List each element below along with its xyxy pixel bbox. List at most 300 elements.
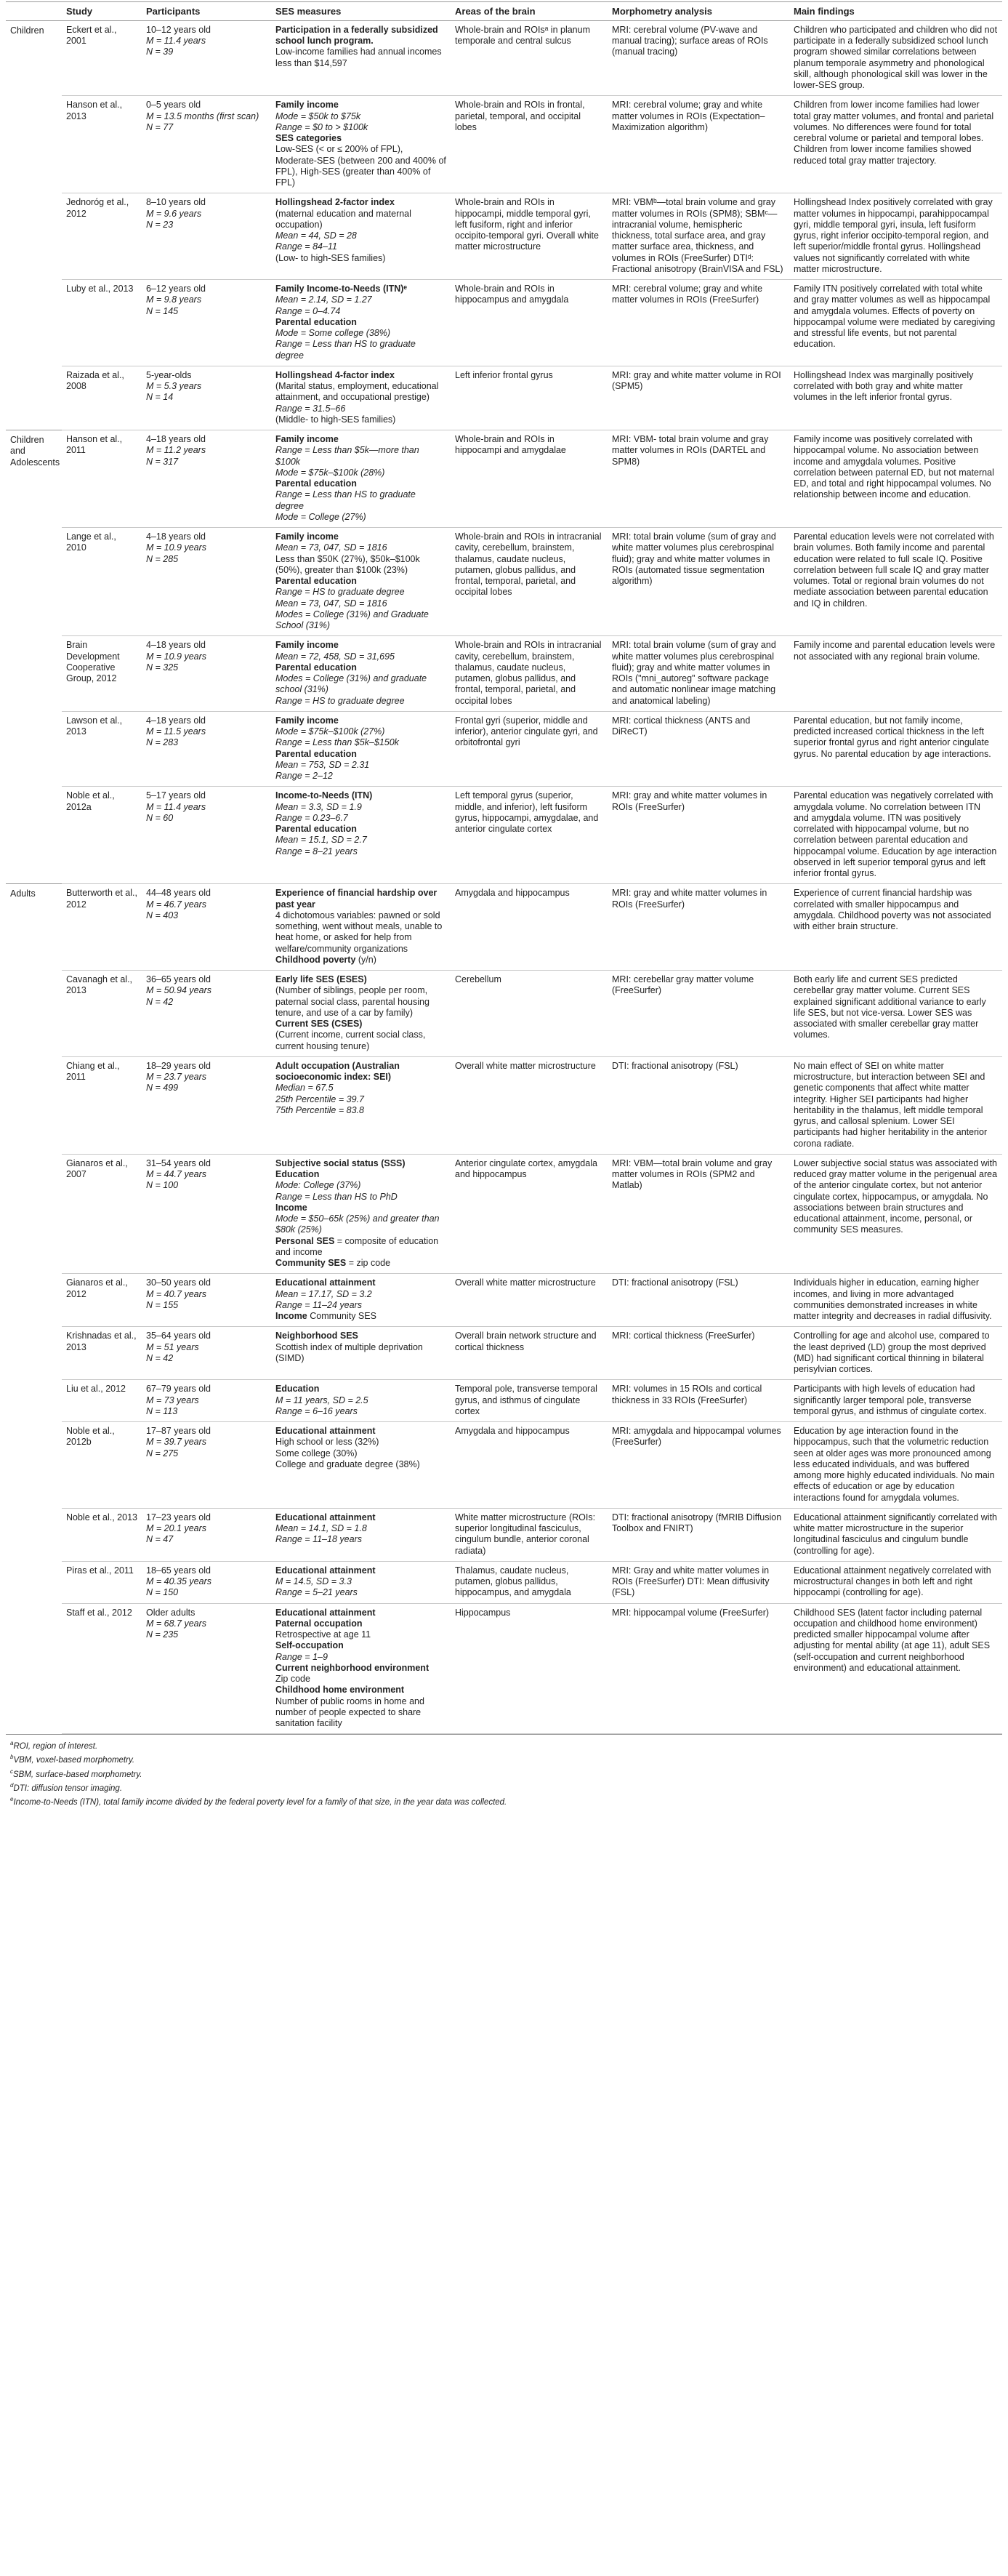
study-cell: Lange et al., 2010 — [62, 528, 142, 636]
morphometry-cell: MRI: cerebellar gray matter volume (FreeSurfer) — [608, 971, 789, 1057]
participants-line: 6–12 years old — [146, 284, 206, 294]
study-cell: Staff et al., 2012 — [62, 1603, 142, 1734]
participants-cell — [142, 971, 271, 1057]
participants-line: N = 77 — [146, 121, 174, 132]
areas-cell: Whole-brain and ROIs in frontal, parietal, temporal, and occipital lobes — [451, 96, 608, 193]
findings-cell: Participants with high levels of education had significantly larger temporal pole, transverse temporal gyrus, and isthmus of cingulate cortex. — [789, 1380, 1002, 1422]
ses-line: Range = 8–21 years — [275, 846, 358, 856]
table-row — [6, 636, 1002, 712]
table-body — [6, 20, 1002, 1734]
participants-line: M = 46.7 years — [146, 899, 207, 910]
participants-line: N = 113 — [146, 1405, 178, 1416]
areas-cell: White matter microstructure (ROIs: superior longitudinal fasciculus, cingulum bundle, anterior coronal radiata) — [451, 1508, 608, 1561]
morphometry-cell: MRI: VBM- total brain volume and gray matter volumes in ROIs (DARTEL and SPM8) — [608, 430, 789, 528]
ses-cell — [271, 1274, 451, 1327]
study-cell: Noble et al., 2012b — [62, 1422, 142, 1509]
ses-line: Range = 5–21 years — [275, 1587, 358, 1598]
ses-line: Mode = College (27%) — [275, 511, 366, 522]
ses-line: Hollingshead 4-factor index — [275, 369, 395, 380]
study-cell: Luby et al., 2013 — [62, 280, 142, 366]
ses-line — [275, 1311, 446, 1322]
table-row — [6, 193, 1002, 280]
participants-line: N = 23 — [146, 219, 174, 230]
ses-line: 25th Percentile = 39.7 — [275, 1094, 364, 1104]
ses-line: Zip code — [275, 1674, 310, 1685]
group-label: Adults — [10, 888, 36, 899]
table-row — [6, 1603, 1002, 1734]
table-row — [6, 711, 1002, 787]
participants-line: N = 39 — [146, 47, 174, 57]
ses-cell — [271, 280, 451, 366]
table-row — [6, 1274, 1002, 1327]
ses-line: Parental education — [275, 478, 357, 489]
ses-line: Retrospective at age 11 — [275, 1629, 371, 1640]
participants-line: N = 42 — [146, 996, 174, 1007]
ses-line: Paternal occupation — [275, 1618, 363, 1629]
ses-line: Modes = College (31%) and Graduate School (31%) — [275, 609, 429, 631]
table-row — [6, 1508, 1002, 1561]
participants-line: 18–65 years old — [146, 1565, 211, 1576]
footnote-text: Income-to-Needs (ITN), total family income divided by the federal poverty level for a family of that size, in the year data was collected. — [13, 1797, 507, 1807]
findings-cell: Family ITN positively correlated with total white and gray matter volumes as well as hippocampal and amygdala volumes. Effects of poverty on hippocampal volume were mediated by caregiving and stressful life events, but not parental education. — [789, 280, 1002, 366]
ses-line: Community SES — [275, 1258, 347, 1269]
header-main-findings: Main findings — [789, 2, 1002, 21]
participants-line: 0–5 years old — [146, 100, 201, 111]
participants-line: M = 73 years — [146, 1395, 199, 1405]
study-cell: Gianaros et al., 2012 — [62, 1274, 142, 1327]
findings-cell: Parental education was negatively correlated with amygdala volume. No correlation between ITN and amygdala volume. ITN was positively correlated with hippocampal volume, but no correlation between parental education and hippocampal volume. Education by age interaction observed in left superior temporal gyrus and left inferior frontal gyrus. — [789, 787, 1002, 884]
participants-cell — [142, 528, 271, 636]
morphometry-cell: MRI: cortical thickness (ANTS and DiReCT) — [608, 711, 789, 787]
participants-line: N = 235 — [146, 1629, 179, 1640]
ses-line: Participation in a federally subsidized school lunch program. — [275, 24, 438, 47]
study-cell: Krishnadas et al., 2013 — [62, 1327, 142, 1380]
morphometry-cell: MRI: total brain volume (sum of gray and white matter volumes plus cerebrospinal fluid); gray and white matter volumes in ROIs ("mni_autoreg" software package and automatic nonlinear image matching and anatomical labeling) — [608, 636, 789, 712]
ses-line: Range = 0.23–6.7 — [275, 812, 348, 823]
participants-line: M = 9.8 years — [146, 294, 202, 305]
ses-line: Hollingshead 2-factor index — [275, 197, 395, 208]
ses-cell — [271, 96, 451, 193]
ses-line: Adult occupation (Australian socioeconomic index: SEI) — [275, 1060, 400, 1083]
participants-cell — [142, 430, 271, 528]
participants-line: 35–64 years old — [146, 1331, 211, 1341]
footnote-text: SBM, surface-based morphometry. — [13, 1770, 142, 1779]
morphometry-cell: MRI: amygdala and hippocampal volumes (FreeSurfer) — [608, 1422, 789, 1509]
ses-line: Low-SES (< or ≤ 200% of FPL), Moderate-SES (between 200 and 400% of FPL), High-SES (greater than 400% of FPL) — [275, 144, 446, 188]
participants-line: 44–48 years old — [146, 888, 211, 899]
participants-cell — [142, 1380, 271, 1422]
ses-line: Range = HS to graduate degree — [275, 587, 405, 598]
participants-cell — [142, 1508, 271, 1561]
participants-line: 5-year-olds — [146, 369, 192, 380]
ses-line: Education — [275, 1169, 320, 1180]
morphometry-cell: MRI: cerebral volume; gray and white matter volumes in ROIs (Expectation–Maximization algorithm) — [608, 96, 789, 193]
ses-line: Self-occupation — [275, 1640, 344, 1651]
findings-cell: Family income and parental education levels were not associated with any regional brain volume. — [789, 636, 1002, 712]
participants-line: 8–10 years old — [146, 197, 206, 208]
ses-line: Median = 67.5 — [275, 1083, 334, 1094]
morphometry-cell: MRI: volumes in 15 ROIs and cortical thickness in 33 ROIs (FreeSurfer) — [608, 1380, 789, 1422]
participants-line: M = 11.5 years — [146, 726, 206, 737]
ses-line: Range = 6–16 years — [275, 1405, 358, 1416]
footnote-text: ROI, region of interest. — [13, 1742, 98, 1752]
participants-cell — [142, 1603, 271, 1734]
areas-cell: Whole-brain and ROIsᵃ in planum temporale and central sulcus — [451, 20, 608, 96]
ses-line: Parental education — [275, 316, 357, 327]
ses-line: Parental education — [275, 662, 357, 673]
ses-line: Some college (30%) — [275, 1448, 358, 1458]
ses-cell — [271, 20, 451, 96]
ses-line: Range = $0 to > $100k — [275, 121, 368, 132]
header-study: Study — [62, 2, 142, 21]
header-morphometry: Morphometry analysis — [608, 2, 789, 21]
group-label: Children — [6, 20, 62, 430]
table-header — [6, 2, 1002, 21]
participants-line: N = 283 — [146, 737, 179, 748]
table-row — [6, 280, 1002, 366]
ses-line: Range = 2–12 — [275, 771, 333, 782]
header-brain-areas: Areas of the brain — [451, 2, 608, 21]
participants-cell — [142, 1561, 271, 1603]
ses-line: Mode = $75k–$100k (28%) — [275, 467, 385, 478]
participants-line: 5–17 years old — [146, 790, 206, 801]
ses-line: Range = 1–9 — [275, 1651, 328, 1662]
ses-line: Family income — [275, 100, 339, 111]
participants-line: 18–29 years old — [146, 1060, 211, 1071]
areas-cell: Temporal pole, transverse temporal gyrus, and isthmus of cingulate cortex — [451, 1380, 608, 1422]
ses-line: Mean = 14.1, SD = 1.8 — [275, 1523, 367, 1534]
table-row — [6, 1056, 1002, 1154]
study-cell: Jednoróg et al., 2012 — [62, 193, 142, 280]
participants-line: N = 155 — [146, 1299, 179, 1310]
participants-line: N = 317 — [146, 456, 179, 467]
footnote — [10, 1739, 998, 1753]
areas-cell: Amygdala and hippocampus — [451, 1422, 608, 1509]
ses-line: (maternal education and maternal occupation) — [275, 208, 411, 230]
ses-cell — [271, 1603, 451, 1734]
table-row — [6, 787, 1002, 884]
participants-line: 4–18 years old — [146, 715, 206, 726]
ses-line: Range = Less than HS to PhD — [275, 1191, 398, 1202]
ses-line: Range = 11–18 years — [275, 1534, 362, 1545]
table-row — [6, 366, 1002, 430]
ses-line: Childhood home environment — [275, 1685, 405, 1696]
ses-cell — [271, 1422, 451, 1509]
participants-line: M = 11.4 years — [146, 36, 206, 47]
ses-line: Educational attainment — [275, 1512, 376, 1522]
study-cell: Piras et al., 2011 — [62, 1561, 142, 1603]
participants-line: Older adults — [146, 1607, 195, 1618]
ses-line: Income — [275, 1311, 307, 1322]
ses-line: Mode: College (37%) — [275, 1180, 361, 1191]
participants-cell — [142, 366, 271, 430]
participants-line: 4–18 years old — [146, 640, 206, 651]
ses-line: Childhood poverty — [275, 954, 356, 965]
areas-cell: Whole-brain and ROIs in intracranial cavity, cerebellum, brainstem, thalamus, caudate nucleus, putamen, globus pallidus, and frontal, temporal, parietal, and occipital lobes — [451, 528, 608, 636]
ses-line: (Middle- to high-SES families) — [275, 414, 396, 425]
ses-line: Range = 11–24 years — [275, 1299, 362, 1310]
areas-cell: Thalamus, caudate nucleus, putamen, globus pallidus, hippocampus, and amygdala — [451, 1561, 608, 1603]
ses-line: Less than $50K (27%), $50k–$100k (50%), greater than $100k (23%) — [275, 553, 420, 575]
morphometry-cell: DTI: fractional anisotropy (FSL) — [608, 1056, 789, 1154]
ses-line: Family Income-to-Needs (ITN)ᵉ — [275, 284, 408, 294]
participants-line: N = 285 — [146, 553, 179, 564]
ses-line: Experience of financial hardship over past year — [275, 888, 438, 910]
ses-cell — [271, 787, 451, 884]
study-cell: Eckert et al., 2001 — [62, 20, 142, 96]
morphometry-cell: MRI: cortical thickness (FreeSurfer) — [608, 1327, 789, 1380]
ses-line — [275, 1236, 446, 1259]
morphometry-cell: MRI: VBMᵇ—total brain volume and gray matter volumes in ROIs (SPM8); SBMᶜ—intracranial volume, hemispheric thickness, total surface area, and gray matter surface area, thickness, and volumes in ROIs (FreeSurfer) DTIᵈ: Fractional anisotropy (BrainVISA and FSL) — [608, 193, 789, 280]
areas-cell: Whole-brain and ROIs in hippocampus and amygdala — [451, 280, 608, 366]
ses-line: Mean = 15.1, SD = 2.7 — [275, 835, 367, 846]
ses-line: Neighborhood SES — [275, 1331, 358, 1341]
ses-line: Mean = 17.17, SD = 3.2 — [275, 1288, 372, 1299]
ses-line: Current neighborhood environment — [275, 1662, 430, 1673]
table-row — [6, 1380, 1002, 1422]
participants-line: N = 42 — [146, 1352, 174, 1363]
ses-line: (Current income, current social class, current housing tenure) — [275, 1030, 426, 1051]
ses-suffix: Community SES — [307, 1311, 376, 1322]
participants-line: N = 499 — [146, 1083, 179, 1094]
participants-cell — [142, 96, 271, 193]
header-participants: Participants — [142, 2, 271, 21]
ses-cell — [271, 1508, 451, 1561]
study-cell: Cavanagh et al., 2013 — [62, 971, 142, 1057]
ses-line: Mean = 753, SD = 2.31 — [275, 759, 370, 770]
ses-line: Family income — [275, 434, 339, 445]
footnote — [10, 1768, 998, 1781]
participants-line: M = 50.94 years — [146, 985, 211, 996]
footnote — [10, 1781, 998, 1795]
ses-line: Mean = 2.14, SD = 1.27 — [275, 294, 372, 305]
findings-cell: Parental education, but not family income, predicted increased cortical thickness in the left superior frontal gyrus and right anterior cingulate gyrus. No parental education by age interactions. — [789, 711, 1002, 787]
areas-cell: Left inferior frontal gyrus — [451, 366, 608, 430]
study-cell: Chiang et al., 2011 — [62, 1056, 142, 1154]
findings-cell: Children from lower income families had lower total gray matter volumes, and frontal and parietal volumes. No differences were found for total cerebral volume or parietal and temporal lobes. Children from lower income families showed reduced total gray matter trajectory. — [789, 96, 1002, 193]
ses-line: Early life SES (ESES) — [275, 974, 367, 985]
participants-cell — [142, 636, 271, 712]
areas-cell: Overall white matter microstructure — [451, 1056, 608, 1154]
footnote-mark: d — [10, 1781, 14, 1789]
participants-line: M = 44.7 years — [146, 1169, 207, 1180]
ses-cell — [271, 528, 451, 636]
participants-line: 17–87 years old — [146, 1426, 211, 1437]
participants-line: N = 100 — [146, 1180, 179, 1191]
findings-cell: Educational attainment significantly correlated with white matter microstructure in the superior longitudinal fasciculus and cingulum bundle (controlling for age). — [789, 1508, 1002, 1561]
participants-cell — [142, 193, 271, 280]
findings-cell: No main effect of SEI on white matter microstructure, but interaction between SEI and genetic components that affect white matter integrity. Higher SEI participants had higher heritability in the thalamus, left middle temporal gyrus, and callosal splenium. Lower SEI participants had higher heritability in the anterior corona radiate. — [789, 1056, 1002, 1154]
participants-line: 36–65 years old — [146, 974, 211, 985]
participants-line: N = 60 — [146, 812, 174, 823]
ses-cell — [271, 366, 451, 430]
participants-line: N = 145 — [146, 305, 179, 316]
participants-cell — [142, 1154, 271, 1274]
areas-cell: Overall brain network structure and cortical thickness — [451, 1327, 608, 1380]
ses-line: (Low- to high-SES families) — [275, 252, 386, 263]
ses-line: Educational attainment — [275, 1277, 376, 1288]
ses-line: Family income — [275, 531, 339, 542]
ses-suffix: (y/n) — [355, 954, 376, 965]
ses-line: Mean = 44, SD = 28 — [275, 230, 357, 241]
ses-line: (Marital status, employment, educational attainment, and occupational prestige) — [275, 381, 439, 403]
participants-cell — [142, 20, 271, 96]
morphometry-cell: MRI: hippocampal volume (FreeSurfer) — [608, 1603, 789, 1734]
ses-line — [275, 1258, 446, 1269]
morphometry-cell: DTI: fractional anisotropy (fMRIB Diffusion Toolbox and FNIRT) — [608, 1508, 789, 1561]
study-cell: Hanson et al., 2011 — [62, 430, 142, 528]
findings-cell: Controlling for age and alcohol use, compared to the least deprived (LD) group the most deprived (MD) had significant cortical thinning in bilateral perisylvian cortices. — [789, 1327, 1002, 1380]
ses-line: Income-to-Needs (ITN) — [275, 790, 373, 801]
findings-cell: Childhood SES (latent factor including paternal occupation and childhood home environment) predicted smaller hippocampal volume after adjusting for mental ability (at age 11), adult SES (self-occupation and current neighborhood environment) and educational attainment. — [789, 1603, 1002, 1734]
ses-line: Mean = 73, 047, SD = 1816 — [275, 542, 387, 553]
ses-line: 4 dichotomous variables: pawned or sold something, went without meals, unable to heat home, or asked for help from welfare/community organizations — [275, 910, 443, 954]
participants-line: N = 150 — [146, 1587, 179, 1598]
morphometry-cell: MRI: cerebral volume (PV-wave and manual tracing); surface areas of ROIs (manual tracing) — [608, 20, 789, 96]
ses-cell — [271, 1561, 451, 1603]
participants-cell — [142, 711, 271, 787]
areas-cell: Whole-brain and ROIs in hippocampi and amygdalae — [451, 430, 608, 528]
findings-cell: Educational attainment negatively correlated with microstructural changes in both left and right hippocampi (controlling for age). — [789, 1561, 1002, 1603]
footnote-mark: c — [10, 1768, 13, 1775]
footnote — [10, 1795, 998, 1809]
participants-line: M = 11.4 years — [146, 801, 206, 812]
ses-cell — [271, 1380, 451, 1422]
ses-cell — [271, 884, 451, 971]
ses-line: Mode = $50–65k (25%) and greater than $80k (25%) — [275, 1213, 440, 1235]
participants-cell — [142, 1056, 271, 1154]
participants-line: M = 40.35 years — [146, 1576, 211, 1587]
participants-line: M = 68.7 years — [146, 1618, 207, 1629]
ses-line: Range = Less than $5k–$150k — [275, 737, 399, 748]
participants-line: 67–79 years old — [146, 1384, 211, 1395]
participants-line: 31–54 years old — [146, 1157, 211, 1168]
morphometry-cell: MRI: gray and white matter volume in ROI (SPM5) — [608, 366, 789, 430]
ses-cell — [271, 1056, 451, 1154]
footnote-text: DTI: diffusion tensor imaging. — [13, 1783, 123, 1793]
findings-cell: Experience of current financial hardship was correlated with smaller hippocampus and amygdala. Childhood poverty was not associated with either brain structure. — [789, 884, 1002, 971]
ses-line: Number of public rooms in home and number of people expected to share sanitation facility — [275, 1696, 424, 1729]
ses-cell — [271, 1154, 451, 1274]
participants-line: N = 403 — [146, 910, 179, 920]
ses-line: SES categories — [275, 133, 342, 144]
study-cell: Noble et al., 2013 — [62, 1508, 142, 1561]
ses-line: (Number of siblings, people per room, paternal social class, parental housing tenure, and use of a car by family) — [275, 985, 430, 1018]
ses-line: Mean = 3.3, SD = 1.9 — [275, 801, 362, 812]
participants-line: M = 23.7 years — [146, 1072, 207, 1083]
ses-line: Educational attainment — [275, 1565, 376, 1576]
participants-line: M = 10.9 years — [146, 542, 207, 553]
areas-cell: Anterior cingulate cortex, amygdala and hippocampus — [451, 1154, 608, 1274]
ses-suffix: = zip code — [346, 1258, 391, 1269]
study-cell: Butterworth et al., 2012 — [62, 884, 142, 971]
ses-line: High school or less (32%) — [275, 1437, 379, 1448]
ses-line: Education — [275, 1384, 320, 1395]
participants-line: M = 51 years — [146, 1341, 199, 1352]
table-row — [6, 430, 1002, 528]
table-row — [6, 1422, 1002, 1509]
participants-line: M = 39.7 years — [146, 1437, 207, 1448]
areas-cell: Left temporal gyrus (superior, middle, and inferior), left fusiform gyrus, hippocampi, amygdalae, and anterior cingulate cortex — [451, 787, 608, 884]
ses-line: Mode = $50k to $75k — [275, 111, 361, 121]
ses-line: Range = 0–4.74 — [275, 305, 341, 316]
ses-line: Income — [275, 1202, 307, 1213]
ses-line: Parental education — [275, 748, 357, 759]
morphometry-cell: MRI: cerebral volume; gray and white matter volumes in ROIs (FreeSurfer) — [608, 280, 789, 366]
ses-line: Range = Less than $5k—more than $100k — [275, 445, 419, 467]
participants-cell — [142, 884, 271, 971]
ses-line: Mode = $75k–$100k (27%) — [275, 726, 385, 737]
group-label: Children and Adolescents — [6, 430, 62, 884]
ses-line: Range = Less than HS to graduate degree — [275, 489, 416, 511]
findings-cell: Children who participated and children who did not participate in a federally subsidized school lunch program showed similar correlations between planum temporale asymmetry and phonological skill, although phonological skill was lower in the lower-SES group. — [789, 20, 1002, 96]
ses-line: Educational attainment — [275, 1607, 376, 1618]
table-row — [6, 884, 1002, 971]
footnotes — [6, 1734, 1002, 1813]
areas-cell: Frontal gyri (superior, middle and inferior), anterior cingulate gyri, and orbitofrontal gyri — [451, 711, 608, 787]
ses-line: Range = HS to graduate degree — [275, 695, 405, 706]
participants-line: 4–18 years old — [146, 434, 206, 445]
ses-line: 75th Percentile = 83.8 — [275, 1104, 364, 1115]
ses-line: Family income — [275, 640, 339, 651]
table-row — [6, 971, 1002, 1057]
participants-line: N = 275 — [146, 1448, 179, 1458]
areas-cell: Overall white matter microstructure — [451, 1274, 608, 1327]
ses-line: Personal SES — [275, 1235, 335, 1246]
table-row — [6, 1154, 1002, 1274]
ses-line: Range = 84–11 — [275, 241, 337, 252]
ses-line: M = 14.5, SD = 3.3 — [275, 1576, 352, 1587]
ses-cell — [271, 1327, 451, 1380]
table-row — [6, 20, 1002, 96]
header-group — [6, 2, 62, 21]
morphometry-cell: DTI: fractional anisotropy (FSL) — [608, 1274, 789, 1327]
footnote-mark: e — [10, 1795, 14, 1802]
participants-cell — [142, 1422, 271, 1509]
study-cell: Noble et al., 2012a — [62, 787, 142, 884]
participants-cell — [142, 1274, 271, 1327]
ses-line: M = 11 years, SD = 2.5 — [275, 1395, 368, 1405]
participants-cell — [142, 787, 271, 884]
header-ses-measures: SES measures — [271, 2, 451, 21]
morphometry-cell: MRI: VBM—total brain volume and gray matter volumes in ROIs (SPM2 and Matlab) — [608, 1154, 789, 1274]
ses-line — [275, 955, 446, 966]
ses-line: Mean = 72, 458, SD = 31,695 — [275, 651, 395, 662]
findings-cell: Individuals higher in education, earning higher incomes, and living in more advantaged communities demonstrated increases in white matter integrity and decreases in radial diffusivity. — [789, 1274, 1002, 1327]
footnote-mark: b — [10, 1754, 14, 1761]
footnote-text: VBM, voxel-based morphometry. — [13, 1756, 135, 1765]
study-cell: Raizada et al., 2008 — [62, 366, 142, 430]
findings-cell: Education by age interaction found in the hippocampus, such that the volumetric reduction seen at older ages was more pronounced among less educated individuals, and was buffered among more highly educated individuals. No main effects of education or age by education interactions found for amygdala volumes. — [789, 1422, 1002, 1509]
ses-line: Modes = College (31%) and graduate school (31%) — [275, 673, 427, 695]
findings-cell: Hollingshead Index was marginally positively correlated with both gray and white matter volumes in the left inferior frontal gyrus. — [789, 366, 1002, 430]
ses-line: College and graduate degree (38%) — [275, 1458, 420, 1469]
ses-line: Range = 31.5–66 — [275, 403, 346, 414]
participants-cell — [142, 280, 271, 366]
findings-cell: Hollingshead Index positively correlated with gray matter volumes in hippocampi, parahippocampal gyri, middle temporal gyri, insula, left fusiform gyrus, right inferior occipito-temporal region, and left superior/middle frontal gyrus. Hollingshead values not significantly correlated with white matter microstructure. — [789, 193, 1002, 280]
participants-line: M = 13.5 months (first scan) — [146, 111, 259, 121]
study-cell: Lawson et al., 2013 — [62, 711, 142, 787]
participants-line: 4–18 years old — [146, 531, 206, 542]
participants-line: 30–50 years old — [146, 1277, 211, 1288]
areas-cell: Whole-brain and ROIs in hippocampi, middle temporal gyri, left fusiform, right and inferior occipito-temporal gyri. Overall white matter microstructure — [451, 193, 608, 280]
morphometry-cell: MRI: Gray and white matter volumes in ROIs (FreeSurfer) DTI: Mean diffusivity (FSL) — [608, 1561, 789, 1603]
participants-line: N = 14 — [146, 392, 174, 403]
ses-cell — [271, 636, 451, 712]
participants-line: M = 11.2 years — [146, 445, 206, 456]
study-cell: Liu et al., 2012 — [62, 1380, 142, 1422]
participants-line: 10–12 years old — [146, 24, 211, 35]
